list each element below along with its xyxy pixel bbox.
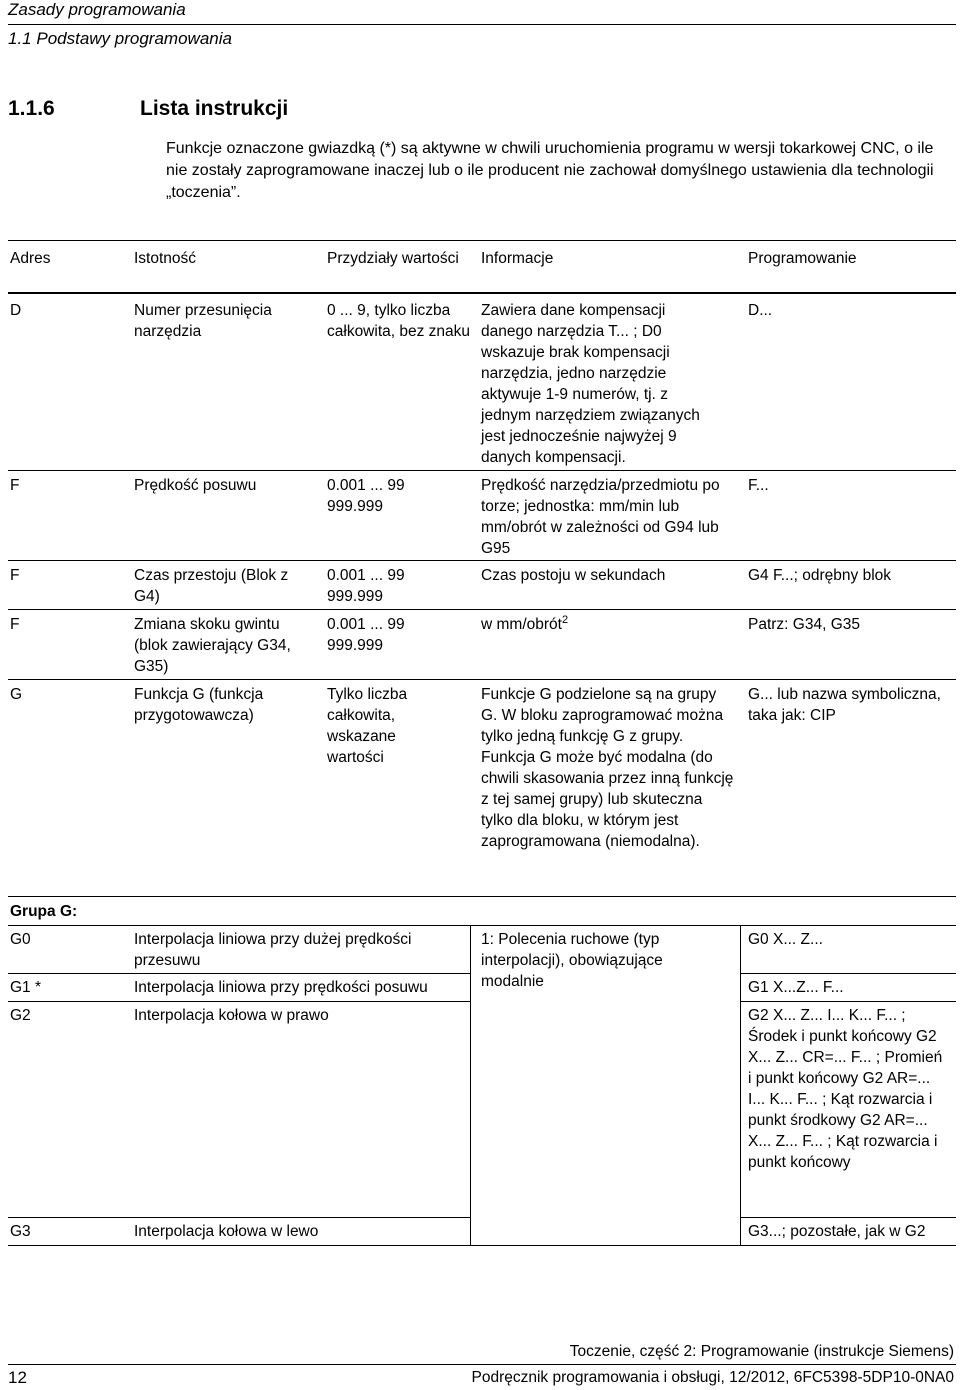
row-separator: [8, 609, 956, 610]
cell-przydzialy: 0.001 ... 99 999.999: [327, 477, 405, 515]
col-header-informacje: Informacje: [481, 250, 554, 267]
group-label: Grupa G:: [10, 903, 78, 920]
cell-istotnosc: Prędkość posuwu: [134, 477, 257, 494]
cell-informacje: Czas postoju w sekundach: [481, 567, 666, 584]
info-text: w mm/obrót: [481, 616, 562, 633]
cell-adres: G: [10, 686, 23, 703]
footer-document-id: Podręcznik programowania i obsługi, 12/2012, 6FC5398-5DP10-0NA0: [471, 1369, 954, 1386]
table-top-rule: [8, 240, 956, 241]
cell-istotnosc: Interpolacja kołowa w lewo: [134, 1223, 319, 1240]
cell-adres: F: [10, 567, 20, 584]
row-separator: [8, 896, 956, 897]
cell-informacje: Funkcje G podzielone są na grupy G. W bloku zaprogramować można tylko jedną funkcję G z grupy. Funkcja G może być modalna (do chwili skasowania przez inną funkcję z tej samej grupy) lub skuteczna tylko dla bloku, w którym jest zaprogramowana (niemodalna).: [481, 686, 734, 850]
cell-adres: D: [10, 302, 22, 319]
cell-istotnosc: Interpolacja liniowa przy prędkości posuwu: [134, 979, 428, 996]
cell-adres: G3: [10, 1223, 31, 1240]
cell-istotnosc: Zmiana skoku gwintu (blok zawierający G34, G35): [134, 616, 291, 675]
group-info: 1: Polecenia ruchowe (typ interpolacji), obowiązujące modalnie: [481, 931, 663, 990]
row-separator: [8, 1217, 470, 1218]
info-superscript: 2: [561, 613, 569, 626]
row-separator: [8, 470, 956, 471]
cell-adres: G2: [10, 1007, 31, 1024]
running-header-section: 1.1 Podstawy programowania: [8, 29, 232, 48]
cell-programowanie: F...: [748, 477, 769, 494]
header-rule: [8, 24, 956, 25]
cell-przydzialy: 0.001 ... 99 999.999: [327, 616, 405, 654]
row-separator: [8, 1001, 470, 1002]
cell-przydzialy: Tylko liczba całkowita, wskazane wartości: [327, 686, 408, 766]
cell-istotnosc: Numer przesunięcia narzędzia: [134, 302, 272, 340]
cell-informacje: Zawiera dane kompensacji danego narzędzia T... ; D0 wskazuje brak kompensacji narzędzia, jedno narzędzie aktywuje 1-9 numerów, tj. z jednym narzędziem związanych jest jednocześnie najwyżej 9 danych kompensacji.: [481, 302, 700, 466]
footer-rule: [8, 1364, 956, 1365]
cell-programowanie: G1 X...Z... F...: [748, 979, 844, 996]
cell-istotnosc: Interpolacja liniowa przy dużej prędkości przesuwu: [134, 931, 412, 969]
group-info-right-border: [740, 925, 741, 1245]
row-separator: [8, 560, 956, 561]
page-number: 12: [8, 1368, 27, 1387]
cell-adres: G1 *: [10, 979, 42, 996]
cell-programowanie: G4 F...; odrębny blok: [748, 567, 892, 584]
table-bottom-rule: [8, 1245, 956, 1246]
row-separator: [741, 973, 956, 974]
cell-adres: F: [10, 616, 20, 633]
cell-programowanie: G... lub nazwa symboliczna, taka jak: CIP: [748, 686, 941, 724]
cell-informacje: Prędkość narzędzia/przedmiotu po torze; jednostka: mm/min lub mm/obrót w zależności od G94 lub G95: [481, 477, 720, 557]
cell-programowanie: G0 X... Z...: [748, 931, 823, 948]
row-separator: [741, 1217, 956, 1218]
section-intro: Funkcje oznaczone gwiazdką (*) są aktywne w chwili uruchomienia programu w wersji tokarkowej CNC, o ile nie zostały zaprogramowane inaczej lub o ile producent nie zachował domyślnego ustawienia dla technologii „toczenia”.: [166, 140, 934, 201]
col-header-adres: Adres: [10, 250, 51, 267]
cell-istotnosc: Interpolacja kołowa w prawo: [134, 1007, 329, 1024]
table-header-rule: [8, 292, 956, 294]
cell-istotnosc: Funkcja G (funkcja przygotowawcza): [134, 686, 264, 724]
col-header-istotnosc: Istotność: [134, 250, 197, 267]
cell-istotnosc: Czas przestoju (Blok z G4): [134, 567, 289, 605]
cell-programowanie: Patrz: G34, G35: [748, 616, 860, 633]
row-separator: [8, 925, 956, 926]
cell-przydzialy: 0.001 ... 99 999.999: [327, 567, 405, 605]
cell-programowanie: G2 X... Z... I... K... F... ; Środek i punkt końcowy G2 X... Z... CR=... F... ; Promień i punkt końcowy G2 AR=... I... K... F... ; Kąt rozwarcia i punkt środkowy G2 AR=... X... Z... F... ; Kąt rozwarcia i punkt końcowy: [748, 1007, 943, 1171]
running-header-chapter: Zasady programowania: [8, 0, 186, 19]
cell-adres: G0: [10, 931, 31, 948]
group-info-left-border: [470, 925, 471, 1245]
cell-programowanie: D...: [748, 302, 773, 319]
footer-title: Toczenie, część 2: Programowanie (instrukcje Siemens): [569, 1343, 954, 1360]
row-separator: [8, 679, 956, 680]
cell-programowanie: G3...; pozostałe, jak w G2: [748, 1223, 926, 1240]
row-separator: [741, 1001, 956, 1002]
col-header-przydzialy: Przydziały wartości: [327, 250, 459, 267]
cell-adres: F: [10, 477, 20, 494]
section-number: 1.1.6: [8, 97, 55, 120]
col-header-programowanie: Programowanie: [748, 250, 857, 267]
row-separator: [8, 973, 470, 974]
cell-przydzialy: 0 ... 9, tylko liczba całkowita, bez znaku: [327, 302, 471, 340]
cell-informacje: [481, 614, 736, 635]
section-title: Lista instrukcji: [140, 97, 289, 120]
